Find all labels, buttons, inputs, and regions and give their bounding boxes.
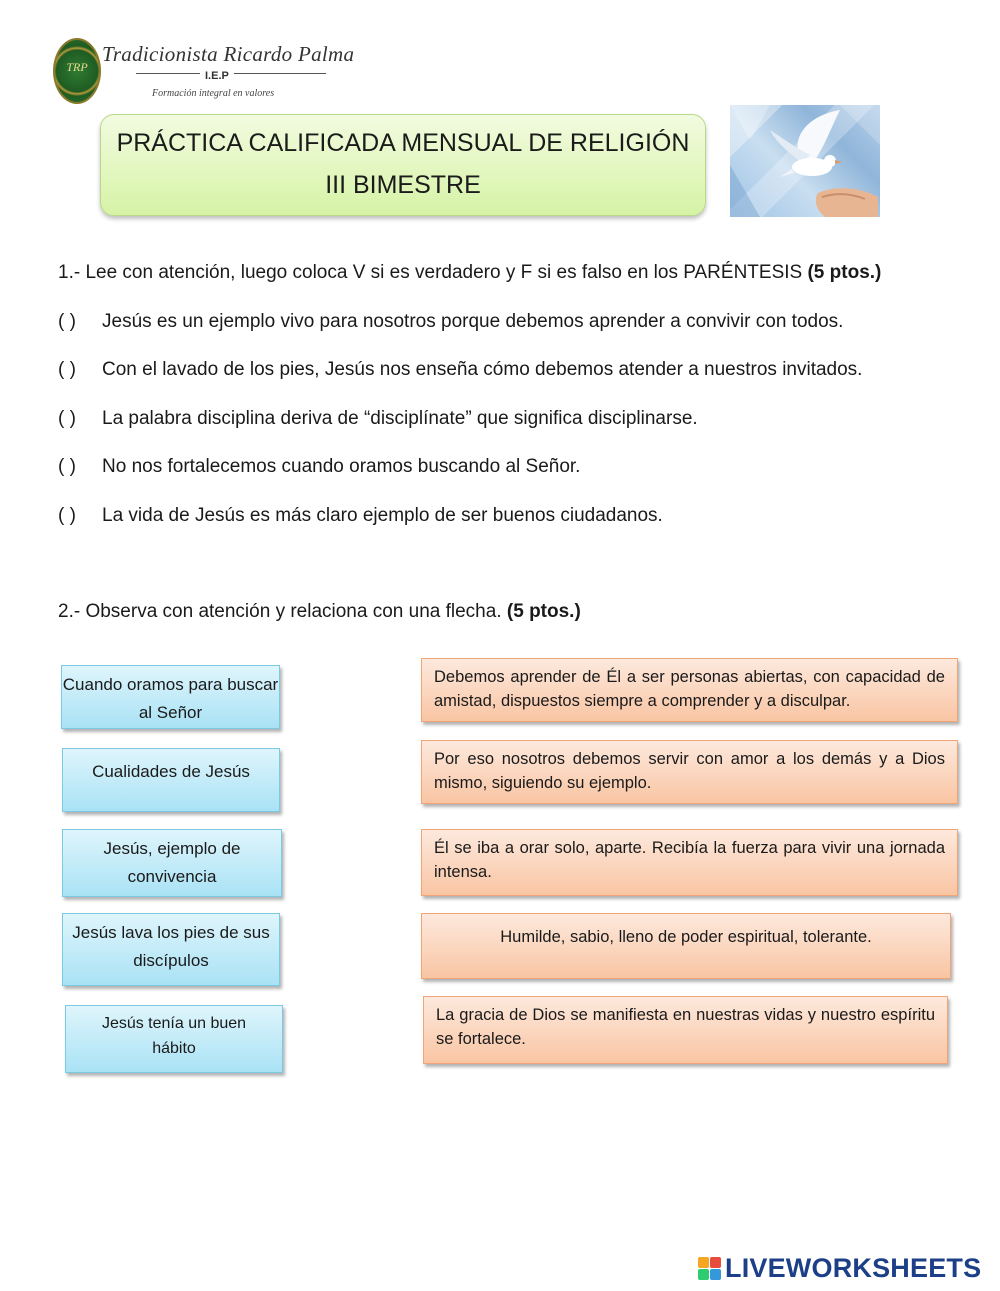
match-left-item[interactable]: Jesús tenía un buen hábito xyxy=(65,1005,283,1073)
tf-answer-blank[interactable]: ( ) xyxy=(58,359,76,380)
tf-answer-blank[interactable]: ( ) xyxy=(58,311,76,332)
tf-answer-blank[interactable]: ( ) xyxy=(58,456,76,477)
match-right-item[interactable]: Debemos aprender de Él a ser personas abiertas, con capacidad de amistad, dispuestos siempre a comprender y a disculpar. xyxy=(421,658,958,722)
school-abbr: I.E.P xyxy=(200,70,234,82)
tf-item-text: La palabra disciplina deriva de “disciplínate” que significa disciplinarse. xyxy=(102,408,698,429)
match-left-item[interactable]: Cuando oramos para buscar al Señor xyxy=(61,665,280,729)
tf-item-text: Jesús es un ejemplo vivo para nosotros porque debemos aprender a convivir con todos. xyxy=(102,311,844,332)
school-seal-icon xyxy=(53,38,101,104)
liveworksheets-wordmark: LIVEWORKSHEETS xyxy=(725,1253,982,1283)
tf-item-text: No nos fortalecemos cuando oramos buscando al Señor. xyxy=(102,456,581,477)
page-subtitle: III BIMESTRE xyxy=(325,171,481,199)
section1-points: (5 ptos.) xyxy=(807,262,882,283)
title-box xyxy=(100,114,706,216)
tf-item-text: La vida de Jesús es más claro ejemplo de ser buenos ciudadanos. xyxy=(102,505,663,526)
section1-instruction xyxy=(58,262,881,284)
dove-icon xyxy=(730,105,880,217)
section2-instruction xyxy=(58,601,581,623)
school-tagline: Formación integral en valores xyxy=(152,88,275,99)
tf-answer-blank[interactable]: ( ) xyxy=(58,505,76,526)
dove-image xyxy=(730,105,880,217)
match-right-item[interactable]: Humilde, sabio, lleno de poder espiritual, tolerante. xyxy=(421,913,951,979)
tf-item xyxy=(58,311,843,333)
page-title: PRÁCTICA CALIFICADA MENSUAL DE RELIGIÓN xyxy=(116,129,690,157)
tf-item xyxy=(58,359,862,381)
seal-monogram: TRP xyxy=(66,60,88,74)
match-right-item[interactable]: Él se iba a orar solo, aparte. Recibía la fuerza para vivir una jornada intensa. xyxy=(421,829,958,896)
tf-item xyxy=(58,456,580,478)
tf-item xyxy=(58,408,698,430)
match-right-item[interactable]: La gracia de Dios se manifiesta en nuestras vidas y nuestro espíritu se fortalece. xyxy=(423,996,948,1064)
section1-instruction-text: 1.- Lee con atención, luego coloca V si es verdadero y F si es falso en los PARÉNTESIS xyxy=(58,262,803,283)
school-name: Tradicionista Ricardo Palma xyxy=(102,42,355,66)
match-left-item[interactable]: Jesús, ejemplo de convivencia xyxy=(62,829,282,897)
section2-points: (5 ptos.) xyxy=(506,601,581,622)
match-right-item[interactable]: Por eso nosotros debemos servir con amor a los demás y a Dios mismo, siguiendo su ejemplo. xyxy=(421,740,958,804)
match-left-item[interactable]: Cualidades de Jesús xyxy=(62,748,280,812)
liveworksheets-logo-icon xyxy=(698,1257,722,1281)
tf-item-text: Con el lavado de los pies, Jesús nos enseña cómo debemos atender a nuestros invitados. xyxy=(102,359,863,380)
section2-instruction-text: 2.- Observa con atención y relaciona con una flecha. xyxy=(58,601,502,622)
tf-item xyxy=(58,505,663,527)
tf-answer-blank[interactable]: ( ) xyxy=(58,408,76,429)
match-left-item[interactable]: Jesús lava los pies de sus discípulos xyxy=(62,913,280,986)
